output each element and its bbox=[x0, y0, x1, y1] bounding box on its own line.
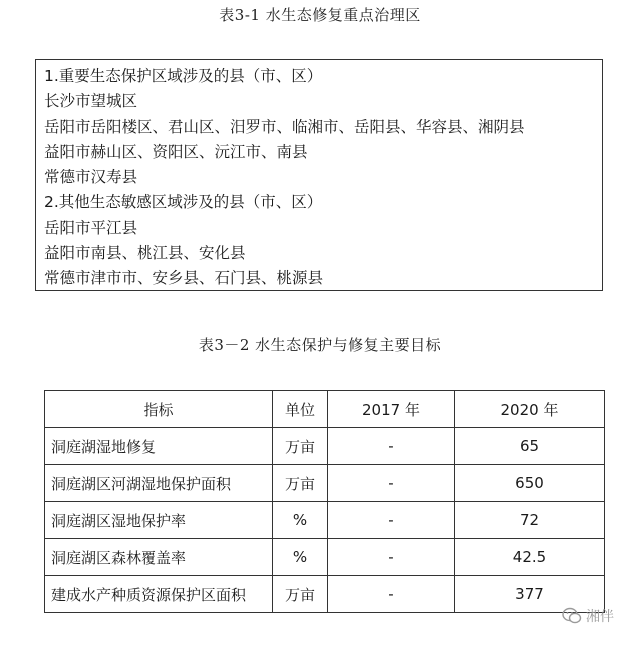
cell-2020: 72 bbox=[455, 502, 605, 539]
table-row bbox=[45, 576, 605, 613]
zone-line: 益阳市南县、桃江县、安化县 bbox=[44, 244, 246, 263]
watermark-text: 湘伴 bbox=[586, 609, 614, 625]
key-governance-zones-box bbox=[35, 59, 603, 291]
cell-2020: 65 bbox=[455, 428, 605, 465]
cell-2017: - bbox=[328, 502, 455, 539]
table-header-row bbox=[45, 391, 605, 428]
cell-indicator: 洞庭湖区湿地保护率 bbox=[45, 502, 273, 539]
cell-unit: % bbox=[273, 502, 328, 539]
zone-line: 岳阳市岳阳楼区、君山区、汨罗市、临湘市、岳阳县、华容县、湘阴县 bbox=[44, 117, 525, 136]
cell-2017: - bbox=[328, 428, 455, 465]
header-2020: 2020 年 bbox=[455, 391, 605, 428]
cell-2017: - bbox=[328, 465, 455, 502]
wechat-icon bbox=[562, 607, 582, 625]
table1-caption: 表3-1 水生态修复重点治理区 bbox=[219, 6, 421, 24]
cell-2017: - bbox=[328, 576, 455, 613]
table2-caption: 表3－2 水生态保护与修复主要目标 bbox=[198, 336, 442, 354]
table-row bbox=[45, 502, 605, 539]
cell-indicator: 建成水产种质资源保护区面积 bbox=[45, 576, 273, 613]
table-row bbox=[45, 428, 605, 465]
zone-line: 岳阳市平江县 bbox=[44, 218, 138, 237]
cell-unit: 万亩 bbox=[273, 428, 328, 465]
watermark bbox=[562, 606, 614, 626]
cell-unit: 万亩 bbox=[273, 465, 328, 502]
table-row bbox=[45, 539, 605, 576]
zone-line: 常德市汉寿县 bbox=[44, 168, 138, 187]
protection-targets-table bbox=[44, 390, 605, 613]
zone-line: 1.重要生态保护区域涉及的县（市、区） bbox=[44, 67, 323, 85]
cell-indicator: 洞庭湖湿地修复 bbox=[45, 428, 273, 465]
cell-2020: 377 bbox=[455, 576, 605, 613]
header-indicator: 指标 bbox=[45, 391, 273, 428]
zone-line: 常德市津市市、安乡县、石门县、桃源县 bbox=[44, 269, 324, 288]
cell-indicator: 洞庭湖区河湖湿地保护面积 bbox=[45, 465, 273, 502]
header-unit: 单位 bbox=[273, 391, 328, 428]
cell-unit: % bbox=[273, 539, 328, 576]
cell-unit: 万亩 bbox=[273, 576, 328, 613]
zone-line: 2.其他生态敏感区域涉及的县（市、区） bbox=[44, 193, 323, 212]
cell-2017: - bbox=[328, 539, 455, 576]
zone-line: 长沙市望城区 bbox=[44, 92, 138, 111]
cell-2020: 650 bbox=[455, 465, 605, 502]
cell-2020: 42.5 bbox=[455, 539, 605, 576]
cell-indicator: 洞庭湖区森林覆盖率 bbox=[45, 539, 273, 576]
table-row bbox=[45, 465, 605, 502]
zone-line: 益阳市赫山区、资阳区、沅江市、南县 bbox=[44, 142, 308, 161]
header-2017: 2017 年 bbox=[328, 391, 455, 428]
